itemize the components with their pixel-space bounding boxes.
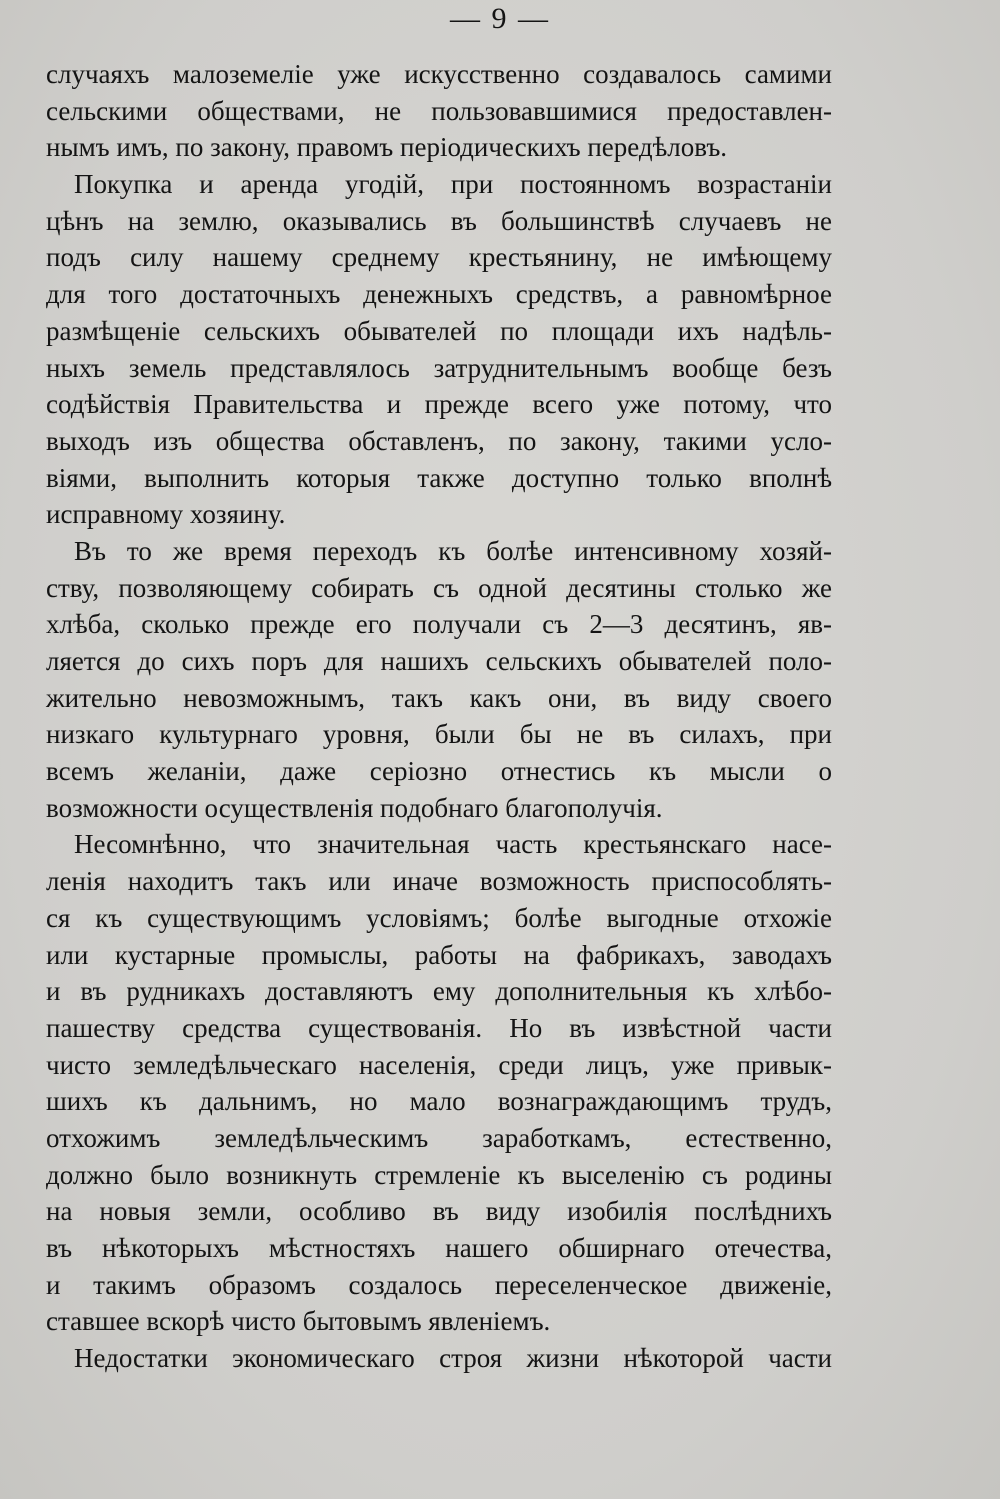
text-line: Несомнѣнно, что значительная часть крестьянскаго насе- xyxy=(74,829,832,860)
body-text xyxy=(46,56,832,1377)
text-line: цѣнъ на землю, оказывались въ большинствѣ случаевъ не xyxy=(46,205,832,236)
text-line: для того достаточныхъ денежныхъ средствъ, а равномѣрное xyxy=(46,279,832,310)
text-line: чисто земледѣльческаго населенія, среди лицъ, уже привык- xyxy=(46,1049,832,1080)
text-line: случаяхъ малоземеліе уже искусственно создавалось самими xyxy=(46,59,832,89)
text-line: сельскими обществами, не пользовавшимися предоставлен- xyxy=(46,95,832,126)
text-line: размѣщеніе сельскихъ обывателей по площади ихъ надѣль- xyxy=(46,315,832,346)
text-line: нымъ имъ, по закону, правомъ періодическихъ передѣловъ. xyxy=(46,132,728,163)
text-line: Недостатки экономическаго строя жизни нѣкоторой части xyxy=(74,1343,832,1374)
text-line: и такимъ образомъ создалось переселенческое движеніе, xyxy=(46,1269,832,1300)
text-line: въ нѣкоторыхъ мѣстностяхъ нашего обширнаго отечества, xyxy=(46,1233,832,1263)
text-line: ся къ существующимъ условіямъ; болѣе выгодные отхожіе xyxy=(46,902,832,933)
text-line: жительно невозможнымъ, такъ какъ они, въ виду своего xyxy=(46,682,832,713)
text-line: ставшее вскорѣ чисто бытовымъ явленіемъ. xyxy=(46,1306,551,1337)
text-line: ленія находитъ такъ или иначе возможность приспособлять- xyxy=(46,866,832,897)
text-line: отхожимъ земледѣльческимъ заработкамъ, естественно, xyxy=(46,1122,832,1153)
text-line: Въ то же время переходъ къ болѣе интенсивному хозяй- xyxy=(74,535,832,566)
text-line: всемъ желаніи, даже серіозно отнестись къ мысли о xyxy=(46,756,832,787)
text-line: содѣйствія Правительства и прежде всего уже потому, что xyxy=(46,389,832,420)
text-line: выходъ изъ общества обставленъ, по закону, такими усло- xyxy=(46,425,832,456)
text-line: ныхъ земель представлялось затруднительнымъ вообще безъ xyxy=(46,352,832,383)
text-line: или кустарные промыслы, работы на фабрикахъ, заводахъ xyxy=(46,939,832,970)
text-line: ляется до сихъ поръ для нашихъ сельскихъ обывателей поло- xyxy=(46,646,832,676)
text-line: Покупка и аренда угодій, при постоянномъ возрастаніи xyxy=(74,169,832,200)
text-line: віями, выполнить которыя также доступно только вполнѣ xyxy=(46,462,832,493)
text-line: ству, позволяющему собирать съ одной десятины столько же xyxy=(46,572,832,603)
text-line: исправному хозяину. xyxy=(46,499,286,530)
text-line: низкаго культурнаго уровня, были бы не въ силахъ, при xyxy=(46,719,832,750)
text-line: хлѣба, сколько прежде его получали съ 2—3 десятинъ, яв- xyxy=(46,609,832,640)
text-line: пашеству средства существованія. Но въ извѣстной части xyxy=(46,1012,832,1043)
text-line: шихъ къ дальнимъ, но мало вознаграждающимъ трудъ, xyxy=(46,1086,832,1117)
text-line: и въ рудникахъ доставляютъ ему дополнительныя къ хлѣбо- xyxy=(46,976,832,1007)
text-line: должно было возникнуть стремленіе къ выселенію съ родины xyxy=(46,1159,832,1190)
text-line: возможности осуществленія подобнаго благополучія. xyxy=(46,792,663,823)
text-line: подъ силу нашему среднему крестьянину, не имѣющему xyxy=(46,242,832,273)
text-line: на новыя земли, особливо въ виду изобилія послѣднихъ xyxy=(46,1196,832,1227)
page-number: — 9 — xyxy=(450,2,550,35)
